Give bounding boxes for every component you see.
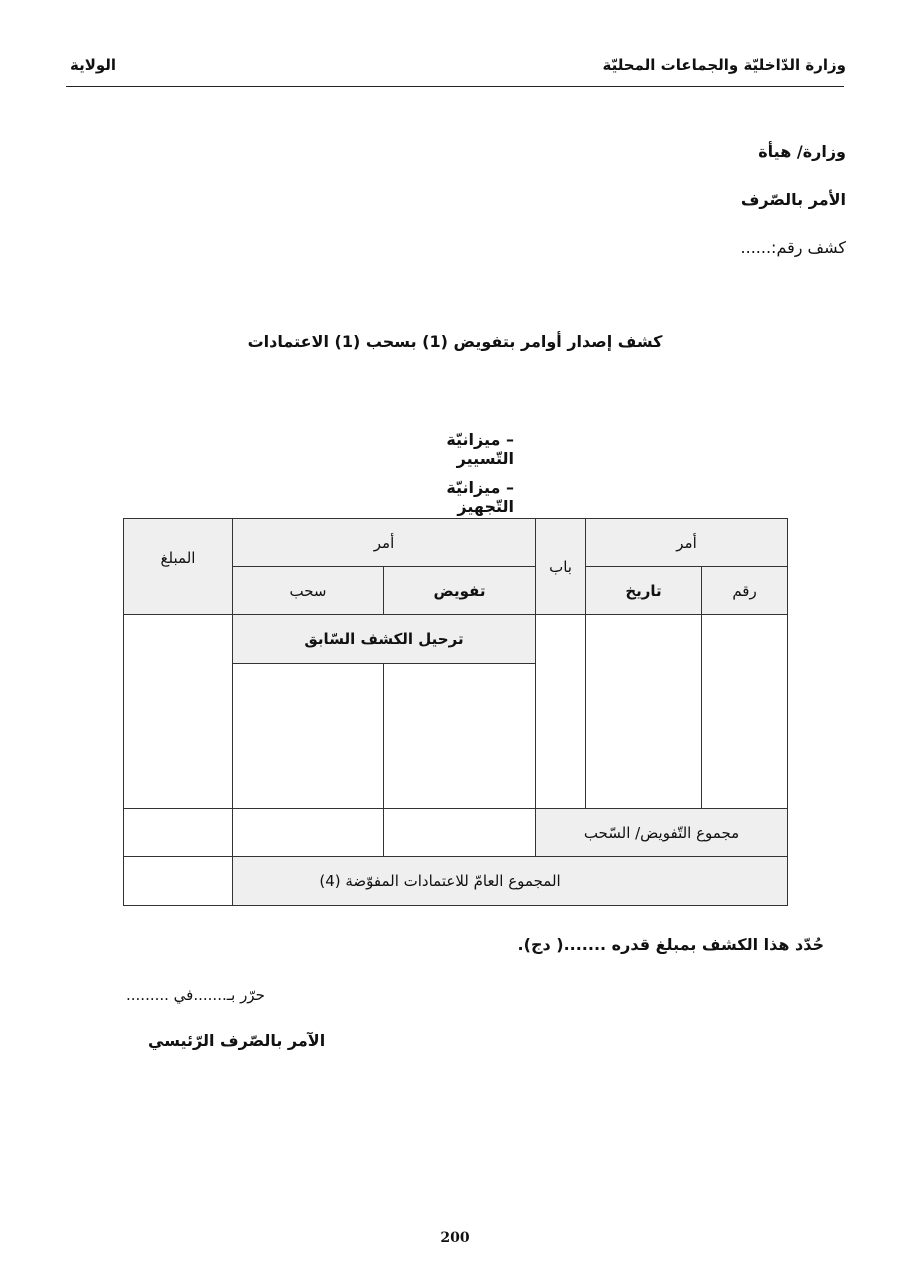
grand-total-label: المجموع العامّ للاعتمادات المفوّضة (4) <box>233 857 788 906</box>
statement-number: كشف رقم:...... <box>740 238 846 257</box>
closed-amount-line: حُدّد هذا الكشف بمبلغ قدره .......( دج). <box>517 935 824 954</box>
subtotal-label: مجموع التّفويض/ السّحب <box>536 809 788 857</box>
cell-delegation <box>384 664 536 809</box>
budget-equipment: – ميزانيّة التّجهيز <box>446 478 514 516</box>
header-rule <box>66 86 844 87</box>
statement-table <box>123 518 788 906</box>
header-date: تاريخ <box>586 567 702 615</box>
subtotal-withdrawal <box>233 809 384 857</box>
budget-operating: – ميزانيّة التّسيير <box>446 430 514 468</box>
subtotal-amount <box>124 809 233 857</box>
cell-date <box>586 615 702 809</box>
header-amount: المبلغ <box>124 519 233 615</box>
header-withdrawal: سحب <box>233 567 384 615</box>
authorizing-officer-label: الأمر بالصّرف <box>740 190 846 209</box>
subtotal-delegation <box>384 809 536 857</box>
grand-total-amount <box>124 857 233 906</box>
header-province: الولاية <box>70 56 117 74</box>
page-title: كشف إصدار أوامر بتفويض (1) بسحب (1) الاعتمادات <box>247 332 663 351</box>
carry-over-label: ترحيل الكشف السّابق <box>233 615 536 664</box>
written-at-line: حرّر بـ.......في ......... <box>126 986 265 1004</box>
cell-chapter <box>536 615 586 809</box>
header-ministry: وزارة الدّاخليّة والجماعات المحليّة <box>602 56 846 74</box>
header-number: رقم <box>702 567 788 615</box>
header-order-mid: أمر <box>233 519 536 567</box>
page-number: 200 <box>440 1230 470 1246</box>
header-delegation: تفويض <box>384 567 536 615</box>
header-chapter: باب <box>536 519 586 615</box>
cell-withdrawal <box>233 664 384 809</box>
ministry-body-label: وزارة/ هيأة <box>758 142 846 161</box>
header-order-right: أمر <box>586 519 788 567</box>
cell-number <box>702 615 788 809</box>
signatory-label: الآمر بالصّرف الرّئيسي <box>148 1031 326 1050</box>
cell-amount <box>124 615 233 809</box>
